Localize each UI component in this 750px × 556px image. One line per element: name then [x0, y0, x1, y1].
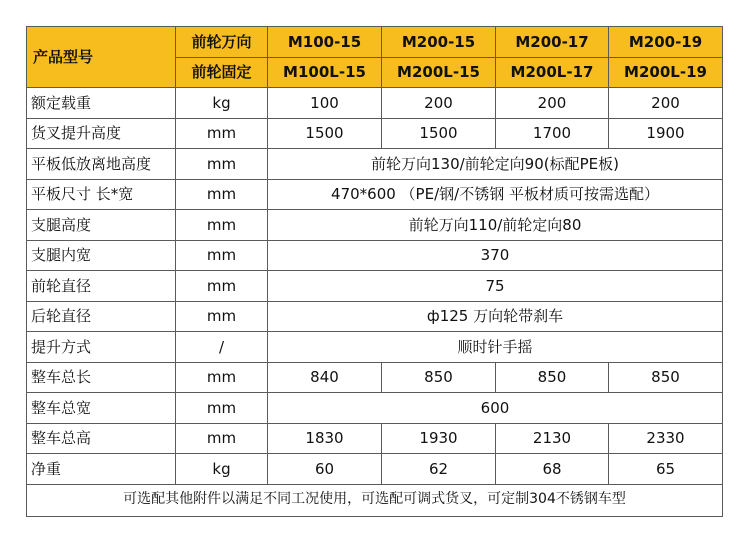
- row-fork-lift-height: [27, 118, 723, 149]
- value-cell: 2330: [609, 423, 723, 454]
- value-cell: 1830: [268, 423, 382, 454]
- value-cell: 68: [496, 454, 609, 485]
- value-cell: 100: [268, 88, 382, 119]
- model-swivel-2: M200-15: [382, 27, 496, 58]
- unit-cell: mm: [176, 118, 268, 149]
- merged-value-cell: 顺时针手摇: [268, 332, 723, 363]
- value-cell: 850: [609, 362, 723, 393]
- value-cell: 200: [382, 88, 496, 119]
- value-cell: 1500: [268, 118, 382, 149]
- row-rated-load: [27, 88, 723, 119]
- unit-cell: mm: [176, 149, 268, 180]
- row-platform-size: [27, 179, 723, 210]
- spec-table-body: [27, 27, 723, 517]
- param-cell: 货叉提升高度: [27, 118, 176, 149]
- param-cell: 净重: [27, 454, 176, 485]
- value-cell: 200: [609, 88, 723, 119]
- model-swivel-1: M100-15: [268, 27, 382, 58]
- unit-cell: mm: [176, 240, 268, 271]
- model-fixed-3: M200L-17: [496, 57, 609, 88]
- merged-value-cell: 75: [268, 271, 723, 302]
- row-platform-lowered-height: [27, 149, 723, 180]
- value-cell: 2130: [496, 423, 609, 454]
- unit-cell: mm: [176, 301, 268, 332]
- merged-value-cell: ф125 万向轮带刹车: [268, 301, 723, 332]
- value-cell: 62: [382, 454, 496, 485]
- model-fixed-1: M100L-15: [268, 57, 382, 88]
- value-cell: 1930: [382, 423, 496, 454]
- param-cell: 提升方式: [27, 332, 176, 363]
- unit-cell: mm: [176, 179, 268, 210]
- value-cell: 1500: [382, 118, 496, 149]
- value-cell: 60: [268, 454, 382, 485]
- header-row-swivel: [27, 27, 723, 58]
- value-cell: 850: [496, 362, 609, 393]
- value-cell: 1900: [609, 118, 723, 149]
- model-swivel-4: M200-19: [609, 27, 723, 58]
- row-lift-method: [27, 332, 723, 363]
- swivel-label-cell: 前轮万向: [176, 27, 268, 58]
- param-cell: 整车总长: [27, 362, 176, 393]
- param-cell: 平板低放离地高度: [27, 149, 176, 180]
- param-cell: 额定载重: [27, 88, 176, 119]
- footer-note: 可选配其他附件以满足不同工况使用，可选配可调式货叉，可定制304不锈钢车型: [27, 484, 723, 516]
- param-cell: 整车总宽: [27, 393, 176, 424]
- value-cell: 1700: [496, 118, 609, 149]
- model-label-cell: 产品型号: [27, 27, 176, 88]
- unit-cell: mm: [176, 362, 268, 393]
- row-overall-width: [27, 393, 723, 424]
- row-overall-height: [27, 423, 723, 454]
- merged-value-cell: 600: [268, 393, 723, 424]
- model-swivel-3: M200-17: [496, 27, 609, 58]
- spec-table: [26, 26, 723, 517]
- row-leg-height: [27, 210, 723, 241]
- unit-cell: kg: [176, 454, 268, 485]
- model-fixed-2: M200L-15: [382, 57, 496, 88]
- param-cell: 平板尺寸 长*宽: [27, 179, 176, 210]
- param-cell: 支腿内宽: [27, 240, 176, 271]
- value-cell: 200: [496, 88, 609, 119]
- value-cell: 850: [382, 362, 496, 393]
- param-cell: 后轮直径: [27, 301, 176, 332]
- unit-cell: mm: [176, 271, 268, 302]
- row-front-wheel-diameter: [27, 271, 723, 302]
- value-cell: 840: [268, 362, 382, 393]
- row-rear-wheel-diameter: [27, 301, 723, 332]
- unit-cell: kg: [176, 88, 268, 119]
- param-cell: 前轮直径: [27, 271, 176, 302]
- footer-row: [27, 484, 723, 516]
- row-leg-inner-width: [27, 240, 723, 271]
- merged-value-cell: 370: [268, 240, 723, 271]
- merged-value-cell: 前轮万向110/前轮定向80: [268, 210, 723, 241]
- param-cell: 整车总高: [27, 423, 176, 454]
- row-net-weight: [27, 454, 723, 485]
- merged-value-cell: 前轮万向130/前轮定向90(标配PE板): [268, 149, 723, 180]
- fixed-label-cell: 前轮固定: [176, 57, 268, 88]
- unit-cell: mm: [176, 423, 268, 454]
- unit-cell: mm: [176, 393, 268, 424]
- unit-cell: /: [176, 332, 268, 363]
- row-overall-length: [27, 362, 723, 393]
- unit-cell: mm: [176, 210, 268, 241]
- param-cell: 支腿高度: [27, 210, 176, 241]
- value-cell: 65: [609, 454, 723, 485]
- model-fixed-4: M200L-19: [609, 57, 723, 88]
- spec-table-wrapper: [26, 26, 723, 517]
- merged-value-cell: 470*600 （PE/钢/不锈钢 平板材质可按需选配）: [268, 179, 723, 210]
